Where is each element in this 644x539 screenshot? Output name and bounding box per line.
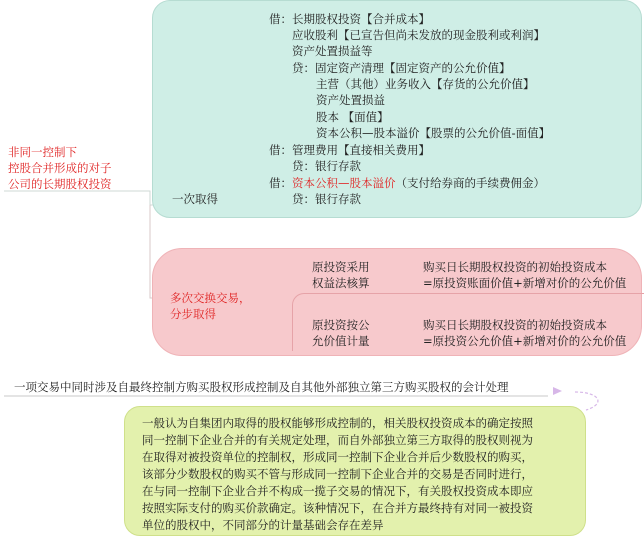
explanation-line: 同一控制下企业合并的有关规定处理，而自外部独立第三方取得的股权则视为 (142, 433, 533, 447)
mixed-transaction-title: 一项交易中同时涉及自最终控制方购买股权形成控制及自其他外部独立第三方购买股权的会计处理 (14, 380, 509, 394)
fair-value-cost-line1: 购买日长期股权投资的初始投资成本 (423, 318, 607, 332)
fair-value-label-line1: 原投资按公 (312, 318, 370, 332)
explanation-line: 在取得对被投资单位的控制权，形成同一控制下企业合并后少数股权的购买， (142, 450, 533, 464)
journal-line: 贷：银行存款 (292, 192, 361, 206)
connector-arrow (575, 392, 598, 410)
journal-line: 资产处置损益等 (292, 44, 373, 58)
explanation-text (142, 415, 570, 534)
non-control-label-line3: 公司的长期股权投资 (8, 177, 112, 191)
equity-method-label-line2: 权益法核算 (312, 276, 370, 290)
non-control-label-line2: 控股合并形成的对子 (8, 161, 112, 175)
capital-reserve-highlight: 资本公积—股本溢价 (292, 176, 396, 190)
journal-debit-label (269, 176, 545, 191)
multi-step-label-line1: 多次交换交易， (170, 291, 251, 305)
explanation-line: 按照实际支付的购买价款确定。该种情况下，在合并方最终持有对同一被投资 (142, 501, 533, 515)
equity-method-cost-line1: 购买日长期股权投资的初始投资成本 (423, 260, 607, 274)
equity-method-label-line1: 原投资采用 (312, 260, 370, 274)
explanation-line: 一般认为自集团内取得的股权能够形成控制的，相关股权投资成本的确定按照 (142, 416, 533, 430)
journal-line: 应收股利【已宣告但尚未发放的现金股利或利润】 (292, 28, 545, 42)
fee-note: （支付给券商的手续费佣金） (395, 176, 545, 190)
one-time-acquisition-label: 一次取得 (172, 192, 218, 206)
journal-line: 借：长期股权投资【合并成本】 (269, 12, 430, 26)
journal-line: 借：管理费用【直接相关费用】 (269, 143, 430, 157)
fair-value-label-line2: 允价值计量 (312, 334, 370, 348)
equity-method-cost-line2: =原投资账面价值+新增对价的公允价值 (423, 276, 627, 290)
non-control-label-line1: 非同一控制下 (8, 145, 77, 159)
explanation-line: 该部分少数股权的购买不管与形成同一控制下企业合并的交易是否同时进行， (142, 467, 533, 481)
fair-value-cost-line2: =原投资公允价值+新增对价的公允价值 (423, 334, 627, 348)
journal-line: 主营（其他）业务收入【存货的公允价值】 (316, 77, 535, 91)
explanation-line: 单位的股权中，不同部分的计量基础会存在差异 (142, 518, 384, 532)
journal-line: 贷：固定资产清理【固定资产的公允价值】 (292, 61, 511, 75)
journal-line: 资本公积—股本溢价【股票的公允价值-面值】 (316, 126, 551, 140)
debit-prefix: 借： (269, 176, 292, 190)
explanation-line: 在与同一控制下企业合并不构成一揽子交易的情况下，有关股权投资成本即应 (142, 484, 533, 498)
journal-line: 股本 【面值】 (316, 110, 389, 124)
multi-step-label-line2: 分步取得 (170, 307, 216, 321)
journal-line: 贷：银行存款 (292, 159, 361, 173)
arrow-head (553, 387, 562, 395)
journal-line: 资产处置损益 (316, 93, 385, 107)
